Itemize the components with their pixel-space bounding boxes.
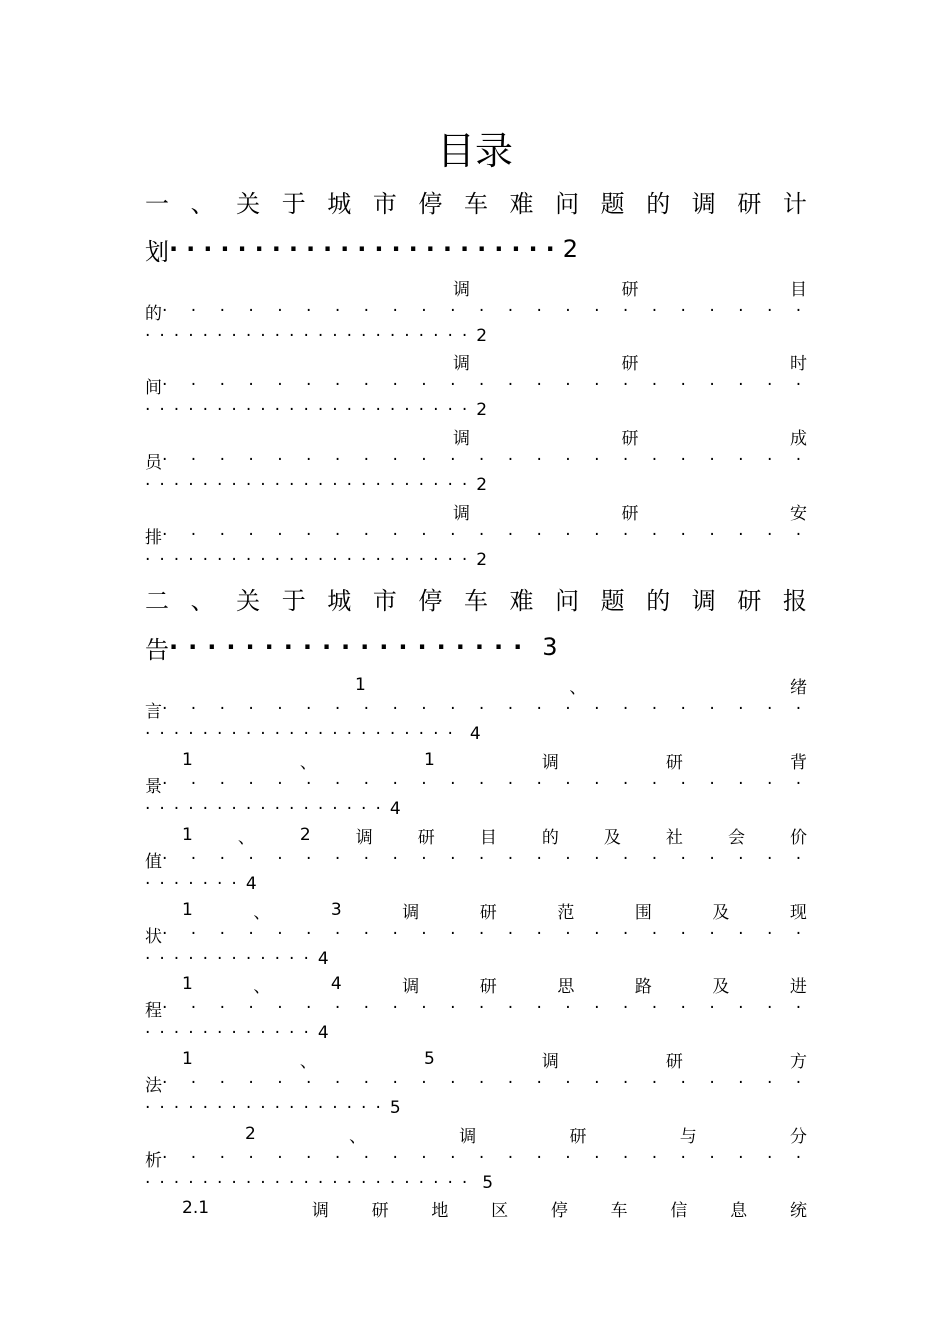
heading-char: 难 (509, 189, 534, 218)
dot-leader: ······················· (145, 326, 477, 346)
dot-leader: ······················· (169, 235, 563, 263)
heading-char: 关 (236, 586, 261, 615)
heading-char: 报 (782, 586, 807, 615)
item-char: 景 (145, 776, 162, 796)
heading-char: 调 (691, 586, 716, 615)
toc-item (145, 822, 807, 848)
item-char: 统 (789, 1200, 807, 1221)
toc-item (145, 1121, 807, 1147)
item-char: 现 (789, 902, 807, 923)
heading-char: 车 (463, 586, 488, 615)
heading-char: 计 (782, 189, 807, 218)
dot-leader (162, 450, 807, 470)
dot-leader (162, 849, 807, 869)
dot-leader (162, 998, 807, 1018)
heading-char: 城 (327, 189, 352, 218)
toc-item-page-line (145, 1021, 329, 1045)
item-char: 方 (789, 1051, 807, 1072)
item-char: 与 (679, 1126, 697, 1147)
item-char: 、 (237, 827, 255, 848)
item-char: 调 (311, 1200, 329, 1221)
toc-item-page-line (145, 797, 401, 821)
toc-item-leader (145, 1071, 807, 1095)
item-char: 及 (603, 827, 621, 848)
heading-char: 市 (372, 189, 397, 218)
item-char: 调 (355, 827, 373, 848)
toc-item (145, 348, 807, 374)
toc-item (145, 423, 807, 449)
item-char: 调 (541, 1051, 559, 1072)
item-char: 分 (790, 1126, 807, 1147)
heading-char: 题 (600, 189, 625, 218)
item-char: 背 (789, 752, 807, 773)
toc-item (145, 274, 807, 300)
heading-char: 题 (600, 586, 625, 615)
item-char: 间 (145, 377, 162, 397)
heading-char: 停 (418, 586, 443, 615)
page-number: 2 (476, 326, 488, 346)
item-char: 目 (479, 827, 497, 848)
page-number: 2 (476, 550, 488, 570)
item-char: 社 (665, 827, 683, 848)
page-number: 4 (389, 799, 401, 819)
page-number: 2 (562, 235, 578, 263)
item-char: 调 (402, 902, 420, 923)
item-char: 、 (299, 1051, 317, 1072)
dot-leader: ······················ (145, 724, 462, 744)
toc-item-page-line (145, 872, 257, 896)
item-char: 绪 (789, 677, 807, 698)
dot-leader: ······················· (145, 400, 477, 420)
item-char: 4 (330, 974, 342, 994)
item-char: 路 (634, 976, 652, 997)
item-char: 成 (790, 428, 807, 449)
toc-item (145, 897, 807, 923)
toc-item-page-line (145, 324, 487, 348)
item-char: 1 (182, 900, 193, 920)
item-char: 思 (557, 976, 575, 997)
item-char: 价 (789, 827, 807, 848)
item-char: 研 (665, 1051, 683, 1072)
heading-char: 问 (555, 189, 580, 218)
dot-leader (162, 375, 807, 395)
heading-char: 车 (463, 189, 488, 218)
heading-char: 研 (737, 189, 762, 218)
toc-item-page-line (145, 947, 329, 971)
toc-item-leader (145, 922, 807, 946)
item-char: 研 (479, 902, 497, 923)
item-char: 及 (712, 902, 730, 923)
item-char: 的 (541, 827, 559, 848)
heading-char: 调 (691, 189, 716, 218)
heading-char: 停 (418, 189, 443, 218)
dot-leader (162, 301, 807, 321)
heading-char: 的 (646, 586, 671, 615)
toc-item (145, 1046, 807, 1072)
dot-leader: ······················· (145, 475, 477, 495)
toc-item-page-line (145, 1096, 401, 1120)
toc-item-page-line (145, 398, 487, 422)
heading-char: 研 (737, 586, 762, 615)
item-char: 研 (621, 503, 639, 524)
item-char: 、 (299, 752, 317, 773)
toc-item (145, 498, 807, 524)
item-char: 停 (550, 1200, 568, 1221)
item-char: 安 (790, 503, 807, 524)
item-char: 的 (145, 303, 162, 323)
toc-item-leader (145, 523, 807, 547)
item-char: 地 (431, 1200, 449, 1221)
item-char: 进 (789, 976, 807, 997)
page-number: 5 (482, 1173, 494, 1193)
item-char: 信 (670, 1200, 688, 1221)
heading-char: 于 (281, 189, 306, 218)
dot-leader: ··················· (169, 633, 533, 661)
heading-char: 的 (646, 189, 671, 218)
item-char: 、 (569, 677, 587, 698)
page-number: 3 (542, 633, 558, 661)
heading-char: 市 (372, 586, 397, 615)
toc-section-2-leader (145, 627, 558, 667)
page-number: 4 (245, 874, 257, 894)
item-char: 1 (182, 1049, 193, 1069)
toc-item-leader (145, 373, 807, 397)
dot-leader (162, 1073, 807, 1093)
item-char: 言 (145, 701, 162, 721)
item-char: 调 (453, 353, 470, 374)
page-number: 2 (476, 400, 488, 420)
heading-char: 告 (145, 635, 169, 664)
item-char: 2.1 (182, 1198, 210, 1218)
item-char: 研 (621, 428, 639, 449)
item-char: 调 (453, 503, 470, 524)
dot-leader: ······················· (145, 1173, 477, 1193)
item-char: 调 (402, 976, 420, 997)
item-char: 调 (453, 428, 470, 449)
item-char: 时 (790, 353, 807, 374)
item-char: 程 (145, 1000, 162, 1020)
item-char: 围 (634, 902, 652, 923)
item-char: 、 (349, 1126, 367, 1147)
heading-char: 难 (509, 586, 534, 615)
toc-item-leader (145, 996, 807, 1020)
toc-item-page-line (145, 1171, 493, 1195)
dot-leader: ······· (145, 874, 246, 894)
item-char: 析 (145, 1150, 162, 1170)
item-char: 排 (145, 527, 162, 547)
page-number: 4 (317, 1023, 329, 1043)
item-char: 区 (491, 1200, 509, 1221)
item-char: 调 (459, 1126, 477, 1147)
page-number: 2 (476, 475, 488, 495)
dot-leader: ······················· (145, 550, 477, 570)
heading-char: 、 (190, 586, 215, 615)
heading-char: 城 (327, 586, 352, 615)
item-char: 法 (145, 1075, 162, 1095)
item-char: 2 (299, 825, 311, 845)
dot-leader (162, 924, 807, 944)
dot-leader: ················· (145, 1098, 390, 1118)
page-number: 4 (317, 949, 329, 969)
heading-char: 问 (555, 586, 580, 615)
item-char: 1 (182, 974, 193, 994)
item-char: 5 (423, 1049, 435, 1069)
page-number: 5 (389, 1098, 401, 1118)
heading-char: 一 (145, 189, 169, 218)
item-char: 研 (569, 1126, 587, 1147)
item-char: 研 (371, 1200, 389, 1221)
dot-leader (162, 699, 807, 719)
heading-char: 关 (236, 189, 261, 218)
item-char: 值 (145, 851, 162, 871)
item-char: 目 (790, 279, 807, 300)
item-char: 会 (727, 827, 745, 848)
dot-leader: ············ (145, 949, 318, 969)
toc-item (145, 672, 807, 698)
heading-char: 、 (190, 189, 215, 218)
toc-item-leader (145, 772, 807, 796)
item-char: 、 (253, 976, 271, 997)
toc-section-1-leader (145, 229, 578, 269)
toc-item-leader (145, 697, 807, 721)
dot-leader (162, 1148, 807, 1168)
dot-leader: ················· (145, 799, 390, 819)
dot-leader (162, 525, 807, 545)
item-char: 息 (730, 1200, 748, 1221)
item-char: 1 (423, 750, 435, 770)
item-char: 2 (245, 1124, 256, 1144)
toc-item (145, 747, 807, 773)
toc-section-2-heading (145, 578, 807, 618)
heading-char: 二 (145, 586, 169, 615)
item-char: 研 (417, 827, 435, 848)
toc-item-leader (145, 847, 807, 871)
toc-item (145, 1195, 807, 1221)
item-char: 研 (621, 279, 639, 300)
toc-item-leader (145, 299, 807, 323)
item-char: 3 (330, 900, 342, 920)
heading-char: 于 (281, 586, 306, 615)
toc-item-page-line (145, 722, 481, 746)
item-char: 状 (145, 926, 162, 946)
toc-item (145, 971, 807, 997)
toc-section-1-heading (145, 181, 807, 221)
item-char: 研 (665, 752, 683, 773)
item-char: 1 (182, 750, 193, 770)
item-char: 员 (145, 452, 162, 472)
toc-item-page-line (145, 548, 487, 572)
toc-item-leader (145, 1146, 807, 1170)
dot-leader (162, 774, 807, 794)
item-char: 1 (182, 825, 193, 845)
item-char: 、 (253, 902, 271, 923)
dot-leader: ············ (145, 1023, 318, 1043)
item-char: 车 (610, 1200, 628, 1221)
toc-item-page-line (145, 473, 487, 497)
heading-char: 划 (145, 237, 169, 266)
item-char: 1 (355, 675, 366, 695)
item-char: 调 (453, 279, 470, 300)
item-char: 调 (541, 752, 559, 773)
item-char: 范 (557, 902, 575, 923)
page-number: 4 (469, 724, 481, 744)
item-char: 研 (621, 353, 639, 374)
page-title: 目录 (436, 129, 513, 173)
item-char: 及 (712, 976, 730, 997)
item-char: 研 (479, 976, 497, 997)
toc-item-leader (145, 448, 807, 472)
